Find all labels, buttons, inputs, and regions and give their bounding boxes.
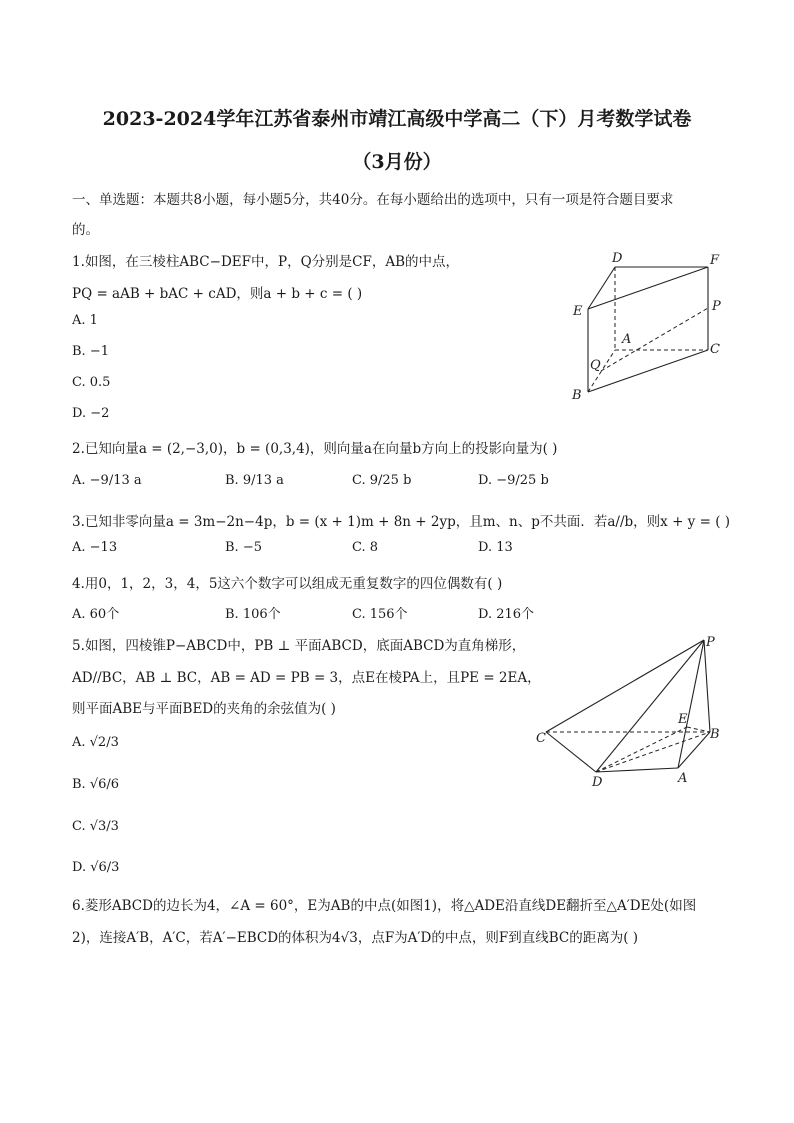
q5-label-c: C — [536, 731, 546, 746]
q2-option-b: B. 9/13 a — [225, 473, 284, 488]
q1-label-e: E — [573, 304, 583, 319]
exam-title: 2023-2024学年江苏省泰州市靖江高级中学高二（下）月考数学试卷 — [102, 108, 692, 130]
q1-label-d: D — [612, 251, 623, 266]
q5-label-b: B — [710, 727, 720, 742]
q5-stem-cont-2: 则平面ABE与平面BED的夹角的余弦值为( ) — [72, 701, 336, 717]
q1-option-c: C. 0.5 — [72, 375, 111, 390]
q3-option-d: D. 13 — [478, 540, 513, 555]
q5-option-c: C. √3/3 — [72, 819, 119, 834]
q5-label-p: P — [706, 635, 715, 650]
q1-label-b: B — [572, 388, 582, 403]
q4-option-b: B. 106个 — [225, 607, 281, 622]
q5-stem-cont: AD//BC，AB ⊥ BC，AB = AD = PB = 3，点E在棱PA上，且PE = 2EA， — [72, 670, 541, 686]
q5-option-d: D. √6/3 — [72, 860, 120, 875]
q3-option-b: B. −5 — [225, 540, 262, 555]
q1-option-d: D. −2 — [72, 406, 110, 421]
q5-stem: 5.如图，四棱锥P−ABCD中，PB ⊥ 平面ABCD，底面ABCD为直角梯形， — [72, 638, 526, 654]
q1-option-a: A. 1 — [72, 313, 98, 328]
q4-stem: 4.用0，1，2，3，4，5这六个数字可以组成无重复数字的四位偶数有( ) — [72, 576, 503, 592]
q1-label-c: C — [710, 342, 720, 357]
q1-label-a: A — [622, 332, 632, 347]
q5-label-d: D — [592, 775, 603, 790]
section-heading: 一、单选题：本题共8小题，每小题5分，共40分。在每小题给出的选项中，只有一项是符合题目要求 — [72, 192, 674, 208]
q5-option-b: B. √6/6 — [72, 777, 120, 792]
q1-label-f: F — [710, 253, 720, 268]
q2-option-a: A. −9/13 a — [72, 473, 142, 488]
q1-stem: 1.如图，在三棱柱ABC−DEF中，P，Q分别是CF，AB的中点， — [72, 254, 460, 270]
q4-option-c: C. 156个 — [352, 607, 408, 622]
q4-option-a: A. 60个 — [72, 607, 120, 622]
q5-label-a: A — [678, 771, 688, 786]
q1-label-q: Q — [590, 358, 601, 373]
q6-stem: 6.菱形ABCD的边长为4，∠A = 60°，E为AB的中点(如图1)，将△ADE沿直线DE翻折至△A′DE处(如图 — [72, 898, 697, 914]
q5-label-e: E — [678, 712, 688, 727]
section-heading-cont: 的。 — [72, 222, 99, 238]
q2-option-d: D. −9/25 b — [478, 473, 549, 488]
q2-stem: 2.已知向量a = (2,−3,0)，b = (0,3,4)，则向量a在向量b方向上的投影向量为( ) — [72, 441, 558, 457]
q3-stem: 3.已知非零向量a = 3m−2n−4p，b = (x + 1)m + 8n + 2yp，且m、n、p不共面．若a//b，则x + y = ( ) — [72, 514, 731, 530]
q3-option-a: A. −13 — [72, 540, 118, 555]
q6-stem-cont: 2)，连接A′B，A′C，若A′−EBCD的体积为4√3，点F为A′D的中点，则F到直线BC的距离为( ) — [72, 930, 639, 946]
q5-pyramid-figure — [530, 630, 730, 790]
q1-stem-cont: PQ = aAB + bAC + cAD，则a + b + c = ( ) — [72, 286, 363, 302]
q1-prism-figure — [560, 245, 730, 405]
exam-subtitle: （3月份） — [352, 151, 442, 173]
q2-option-c: C. 9/25 b — [352, 473, 412, 488]
q4-option-d: D. 216个 — [478, 607, 535, 622]
q1-label-p: P — [712, 299, 721, 314]
q3-option-c: C. 8 — [352, 540, 379, 555]
q1-option-b: B. −1 — [72, 344, 109, 359]
q5-option-a: A. √2/3 — [72, 735, 119, 750]
